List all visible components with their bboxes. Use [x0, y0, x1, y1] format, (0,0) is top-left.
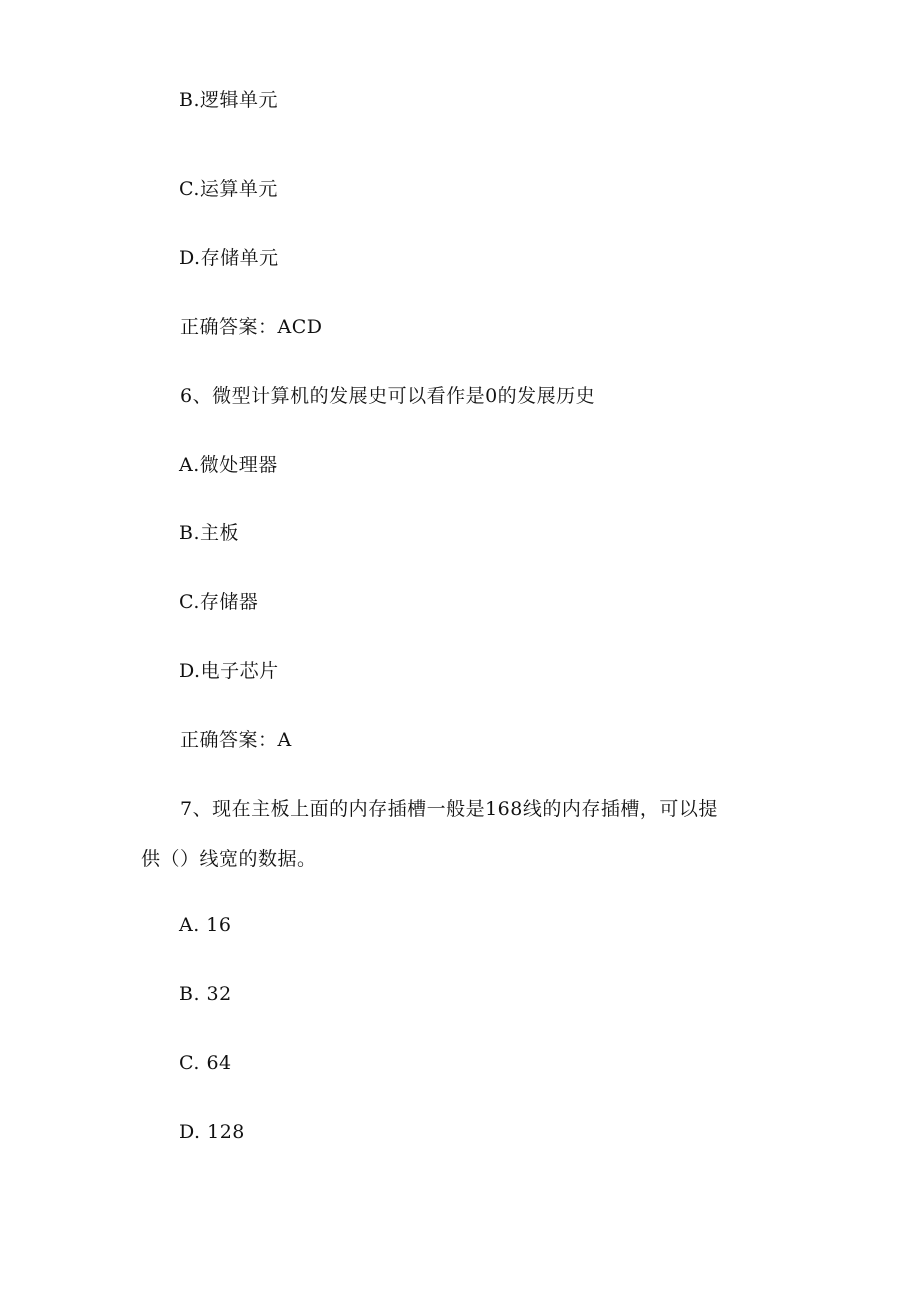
- q5-answer: 正确答案：ACD: [180, 316, 323, 338]
- q7-option-d: D. 128: [179, 1121, 245, 1143]
- q6-answer: 正确答案：A: [180, 729, 292, 751]
- q7-option-a: A. 16: [179, 914, 232, 936]
- q6-option-b: B.主板: [179, 522, 240, 544]
- q7-option-b: B. 32: [179, 983, 232, 1005]
- q7-stem-line1: 7、现在主板上面的内存插槽一般是168线的内存插槽，可以提: [180, 798, 718, 820]
- q6-option-a: A.微处理器: [179, 454, 278, 476]
- q5-option-c: C.运算单元: [179, 178, 278, 200]
- q6-option-d: D.电子芯片: [179, 660, 279, 682]
- q6-stem: 6、微型计算机的发展史可以看作是0的发展历史: [180, 385, 596, 407]
- q7-stem-line2: 供（）线宽的数据。: [141, 848, 317, 870]
- q5-option-b: B.逻辑单元: [179, 89, 279, 111]
- q7-option-c: C. 64: [179, 1052, 232, 1074]
- q6-option-c: C.存储器: [179, 591, 259, 613]
- q5-option-d: D.存储单元: [179, 247, 279, 269]
